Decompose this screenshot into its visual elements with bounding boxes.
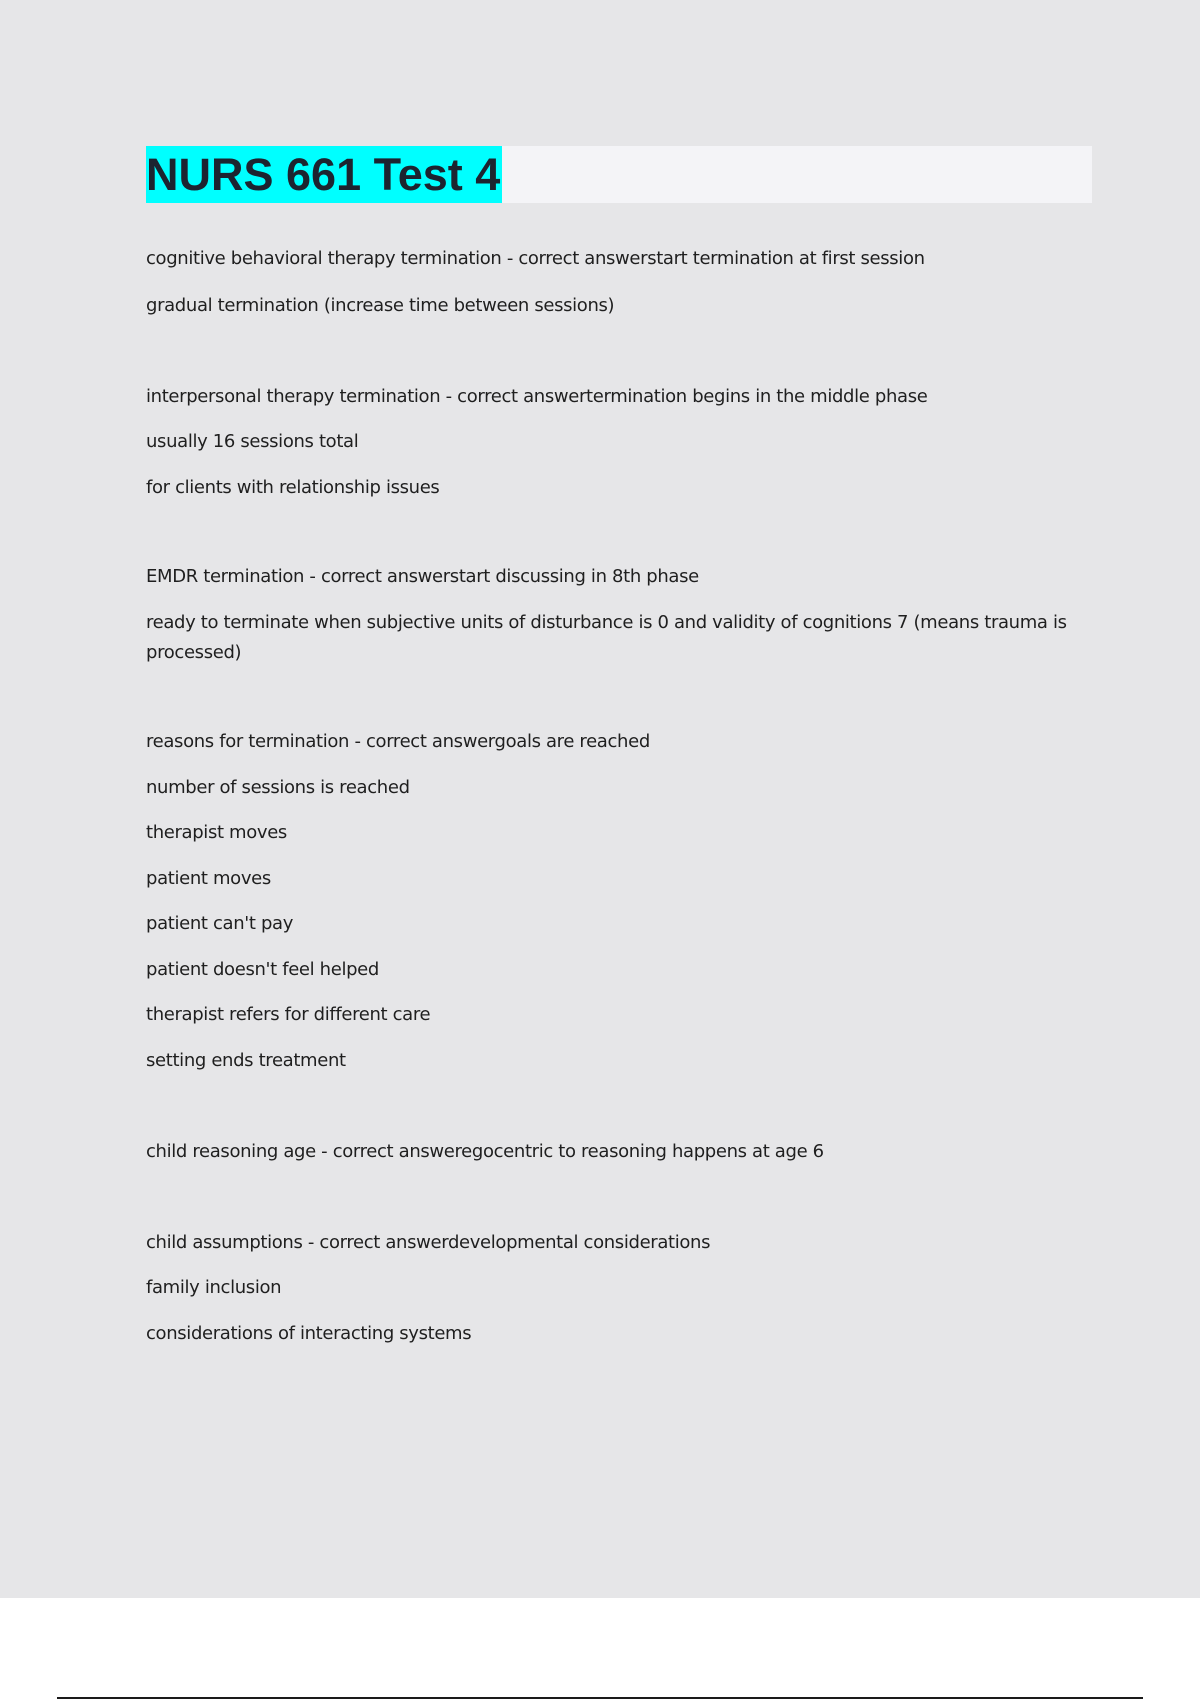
text-line: for clients with relationship issues [146, 477, 440, 498]
text-line: setting ends treatment [146, 1050, 346, 1071]
text-line: number of sessions is reached [146, 777, 410, 798]
text-line: family inclusion [146, 1277, 282, 1298]
text-line: EMDR termination - correct answerstart discussing in 8th phase [146, 566, 699, 587]
document-title: NURS 661 Test 4 [146, 146, 502, 203]
text-line: reasons for termination - correct answergoals are reached [146, 731, 650, 752]
text-line: interpersonal therapy termination - correct answertermination begins in the middle phase [146, 386, 928, 407]
text-line: therapist refers for different care [146, 1004, 431, 1025]
text-line: cognitive behavioral therapy termination - correct answerstart termination at first session [146, 248, 925, 269]
text-line: considerations of interacting systems [146, 1323, 472, 1344]
text-line: gradual termination (increase time between sessions) [146, 295, 615, 316]
text-line: child assumptions - correct answerdevelopmental considerations [146, 1232, 711, 1253]
text-line: patient doesn't feel helped [146, 959, 379, 980]
text-line: ready to terminate when subjective units of disturbance is 0 and validity of cognitions 7 (means trauma is processed) [146, 612, 1067, 663]
text-line: usually 16 sessions total [146, 431, 359, 452]
text-line: child reasoning age - correct answeregocentric to reasoning happens at age 6 [146, 1141, 824, 1162]
footer-rule [57, 1697, 1143, 1699]
text-line: patient moves [146, 868, 271, 889]
text-line: therapist moves [146, 822, 287, 843]
text-line: patient can't pay [146, 913, 293, 934]
